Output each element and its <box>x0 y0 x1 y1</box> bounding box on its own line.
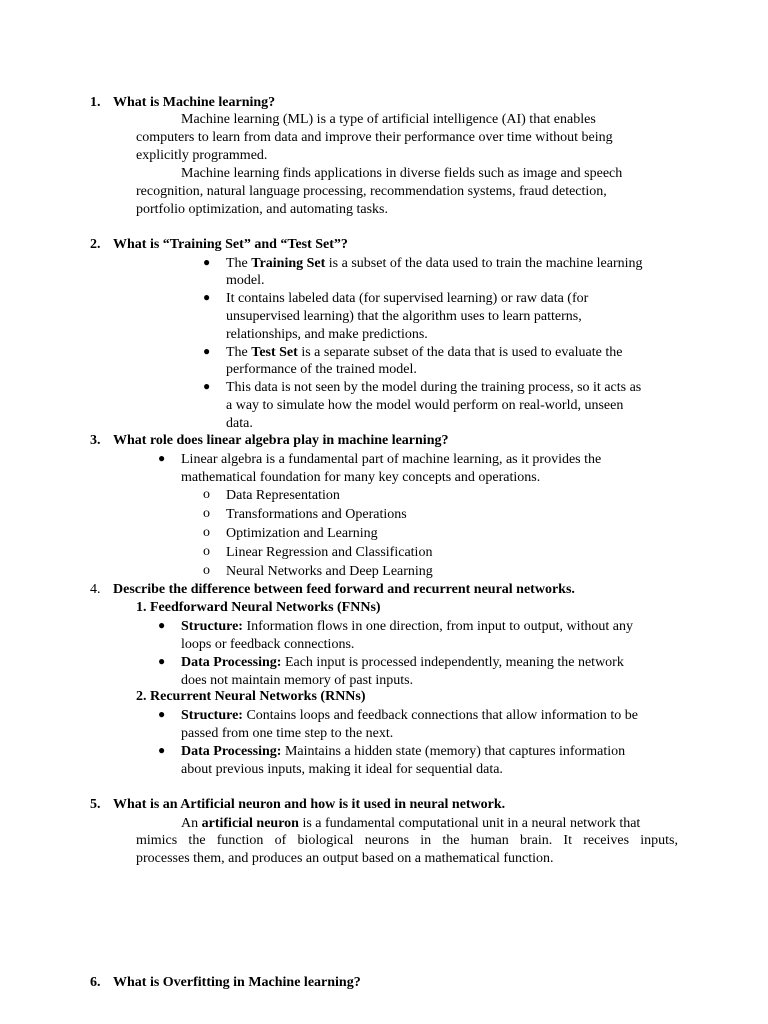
q4-s2-b2-line1: Data Processing: Maintains a hidden state (memory) that captures information <box>181 744 626 759</box>
q2-b2-line1: It contains labeled data (for supervised learning) or raw data (for <box>226 291 589 306</box>
q2-title: What is “Training Set” and “Test Set”? <box>113 237 348 252</box>
q5-number: 5. <box>90 797 101 812</box>
q2-b4-line1: This data is not seen by the model during the training process, so it acts as <box>226 380 642 395</box>
q3-b1-line2: mathematical foundation for many key concepts and operations. <box>181 470 541 485</box>
q3-sub-item: Linear Regression and Classification <box>226 545 433 560</box>
bullet-icon: ● <box>158 743 166 757</box>
q1-p1-line3: explicitly programmed. <box>136 148 268 163</box>
q5-title: What is an Artificial neuron and how is it used in neural network. <box>113 797 506 812</box>
hollow-bullet-icon: o <box>203 563 210 578</box>
hollow-bullet-icon: o <box>203 487 210 502</box>
q5-p-line3: processes them, and produces an output based on a mathematical function. <box>136 851 554 866</box>
hollow-bullet-icon: o <box>203 525 210 540</box>
q2-b2-line2: unsupervised learning) that the algorithm uses to learn patterns, <box>226 309 582 324</box>
q4-s1-b1-line2: loops or feedback connections. <box>181 637 355 652</box>
q2-b3-line1: The Test Set is a separate subset of the data that is used to evaluate the <box>226 345 623 360</box>
q3-sub-item: Optimization and Learning <box>226 526 378 541</box>
q3-number: 3. <box>90 433 101 448</box>
q3-sub-item: Transformations and Operations <box>226 507 407 522</box>
q4-s2-b2-line2: about previous inputs, making it ideal for sequential data. <box>181 762 503 777</box>
q4-number: 4. <box>90 582 101 597</box>
hollow-bullet-icon: o <box>203 544 210 559</box>
bullet-icon: ● <box>203 255 211 269</box>
q2-b4-line3: data. <box>226 416 253 431</box>
q2-b1-line2: model. <box>226 273 265 288</box>
q6-number: 6. <box>90 975 101 990</box>
bullet-icon: ● <box>158 451 166 465</box>
q1-p2-line1: Machine learning finds applications in diverse fields such as image and speech <box>181 166 623 181</box>
q1-p2-line3: portfolio optimization, and automating tasks. <box>136 202 388 217</box>
q4-s1-b1-line1: Structure: Information flows in one direction, from input to output, without any <box>181 619 633 634</box>
q3-sub-item: Neural Networks and Deep Learning <box>226 564 433 579</box>
bullet-icon: ● <box>203 344 211 358</box>
q4-section2-title: 2. Recurrent Neural Networks (RNNs) <box>136 689 366 704</box>
q2-b2-line3: relationships, and make predictions. <box>226 327 428 342</box>
q2-b3-line2: performance of the trained model. <box>226 362 417 377</box>
bullet-icon: ● <box>158 707 166 721</box>
q1-p1-line1: Machine learning (ML) is a type of artificial intelligence (AI) that enables <box>181 112 596 127</box>
q4-s1-b2-line1: Data Processing: Each input is processed independently, meaning the network <box>181 655 624 670</box>
q4-s2-b1-line2: passed from one time step to the next. <box>181 726 394 741</box>
q2-number: 2. <box>90 237 101 252</box>
q3-title: What role does linear algebra play in machine learning? <box>113 433 449 448</box>
q1-title: What is Machine learning? <box>113 95 276 110</box>
bullet-icon: ● <box>203 379 211 393</box>
q3-sub-item: Data Representation <box>226 488 340 503</box>
q1-p2-line2: recognition, natural language processing, recommendation systems, fraud detection, <box>136 184 607 199</box>
q3-b1-line1: Linear algebra is a fundamental part of machine learning, as it provides the <box>181 452 602 467</box>
q1-number: 1. <box>90 95 101 110</box>
q5-p-line1: An artificial neuron is a fundamental computational unit in a neural network that <box>181 816 641 831</box>
bullet-icon: ● <box>203 290 211 304</box>
q4-s2-b1-line1: Structure: Contains loops and feedback connections that allow information to be <box>181 708 638 723</box>
q4-section1-title: 1. Feedforward Neural Networks (FNNs) <box>136 600 381 615</box>
q1-p1-line2: computers to learn from data and improve their performance over time without being <box>136 130 613 145</box>
q4-title: Describe the difference between feed forward and recurrent neural networks. <box>113 582 575 597</box>
q2-b4-line2: a way to simulate how the model would perform on real-world, unseen <box>226 398 624 413</box>
q2-b1-line1: The Training Set is a subset of the data used to train the machine learning <box>226 256 643 271</box>
bullet-icon: ● <box>158 618 166 632</box>
hollow-bullet-icon: o <box>203 506 210 521</box>
q4-s1-b2-line2: does not maintain memory of past inputs. <box>181 673 414 688</box>
bullet-icon: ● <box>158 654 166 668</box>
q5-p-line2: mimics the function of biological neurons in the human brain. It receives inputs, <box>136 833 678 848</box>
q6-title: What is Overfitting in Machine learning? <box>113 975 361 990</box>
